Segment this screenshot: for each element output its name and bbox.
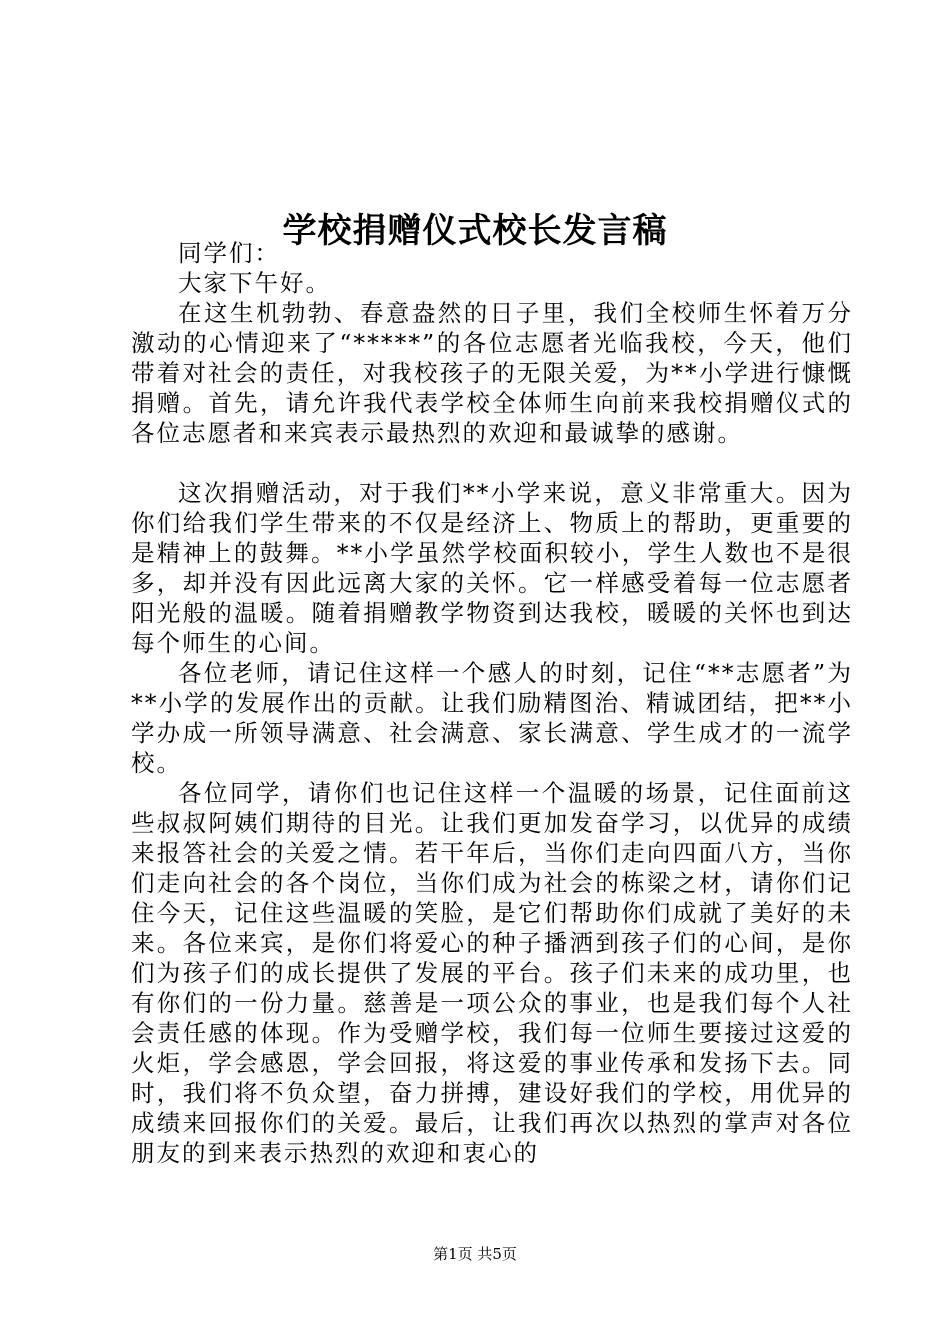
teachers-paragraph: 各位老师，请记住这样一个感人的时刻，记住“**志愿者”为**小学的发展作出的贡献。让我们励精图治、精诚团结，把**小学办成一所领导满意、社会满意、家长满意、学生成才的一流学校。 xyxy=(131,659,853,777)
students-paragraph: 各位同学，请你们也记住这样一个温暖的场景，记住面前这些叔叔阿姨们期待的目光。让我们更加发奋学习，以优异的成绩来报答社会的关爱之情。若干年后，当你们走向四面八方，当你们走向社会的各个岗位，当你们成为社会的栋梁之材，请你们记住今天，记住这些温暖的笑脸，是它们帮助你们成就了美好的未来。各位来宾，是你们将爱心的种子播洒到孩子们的心间，是你们为孩子们的成长提供了发展的平台。孩子们未来的成功里，也有你们的一份力量。慈善是一项公众的事业，也是我们每个人社会责任感的体现。作为受赠学校，我们每一位师生要接过这爱的火炬，学会感恩，学会回报，将这爱的事业传承和发扬下去。同时，我们将不负众望，奋力拼搏，建设好我们的学校，用优异的成绩来回报你们的关爱。最后，让我们再次以热烈的掌声对各位朋友的到来表示热烈的欢迎和衷心的 xyxy=(131,779,853,1167)
salutation-paragraph: 大家下午好。 xyxy=(178,269,331,297)
page-number-footer: 第1页 共5页 xyxy=(433,1245,517,1263)
significance-paragraph: 这次捐赠活动，对于我们**小学来说，意义非常重大。因为你们给我们学生带来的不仅是经济上、物质上的帮助，更重要的是精神上的鼓舞。**小学虽然学校面积较小，学生人数也不是很多，却并没有因此远离大家的关怀。它一样感受着每一位志愿者阳光般的温暖。随着捐赠教学物资到达我校，暖暖的关怀也到达每个师生的心间。 xyxy=(131,479,853,657)
document-title: 学校捐赠仪式校长发言稿 xyxy=(282,210,668,251)
greeting-paragraph: 同学们： xyxy=(178,239,280,267)
opening-paragraph: 在这生机勃勃、春意盎然的日子里，我们全校师生怀着万分激动的心情迎来了“*****”的各位志愿者光临我校，今天，他们带着对社会的责任，对我校孩子的无限关爱，为**小学进行慷慨捐赠。首先，请允许我代表学校全体师生向前来我校捐赠仪式的各位志愿者和来宾表示最热烈的欢迎和最诚挚的感谢。 xyxy=(131,299,853,447)
document-body xyxy=(131,238,853,1168)
